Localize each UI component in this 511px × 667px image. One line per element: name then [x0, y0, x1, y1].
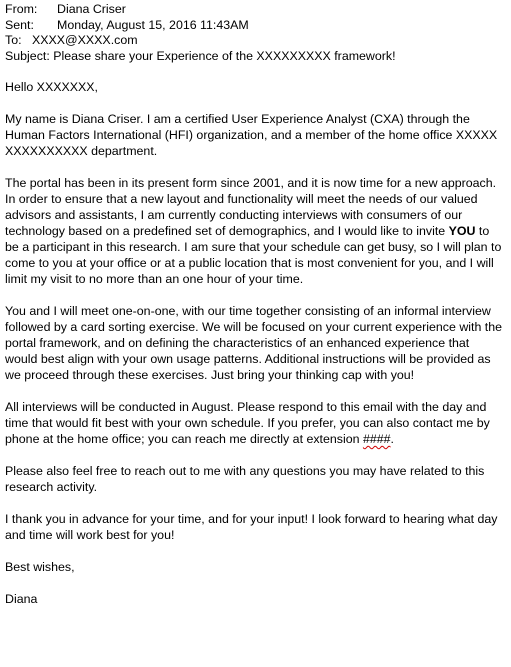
- paragraph-schedule: [5, 399, 505, 447]
- to-label: To:: [5, 33, 22, 47]
- sent-row: [5, 18, 511, 34]
- paragraph-thanks: I thank you in advance for your time, and for your input! I look forward to hearing what day and time will work best for you!: [5, 512, 498, 542]
- closing: Best wishes,: [5, 560, 75, 574]
- paragraph-schedule-text: All interviews will be conducted in August. Please respond to this email with the day and time that would fit best with your own schedule. If you prefer, you can also contact me by phone at the home office; you can reach me directly at extension: [5, 400, 490, 446]
- paragraph-portal-text-end: to be a participant in this research. I am sure that your schedule can get busy, so I will plan to come to you at your office or at a public location that is most convenient for you, and I will limit my visit to no more than an one hour of your time.: [5, 224, 502, 286]
- subject-label: Subject:: [5, 48, 50, 63]
- signature: Diana: [5, 592, 38, 606]
- paragraph-portal: [5, 175, 505, 287]
- extension-number: ####: [362, 432, 391, 446]
- from-value: Diana Criser: [57, 2, 126, 16]
- greeting: Hello XXXXXXX,: [5, 80, 98, 94]
- paragraph-schedule-end: .: [390, 432, 394, 446]
- from-row: [5, 2, 511, 18]
- paragraph-portal-emphasis: YOU: [448, 224, 476, 238]
- to-row: [5, 33, 511, 49]
- subject-row: [5, 49, 511, 65]
- sent-value: Monday, August 15, 2016 11:43AM: [57, 17, 249, 32]
- subject-value: Please share your Experience of the XXXXXXXXX framework!: [53, 48, 396, 63]
- paragraph-questions: Please also feel free to reach out to me with any questions you may have related to this research activity.: [5, 464, 485, 494]
- to-value: XXXX@XXXX.com: [32, 33, 138, 47]
- paragraph-portal-text-start: The portal has been in its present form since 2001, and it is now time for a new approach. In order to ensure that a new layout and functionality will meet the needs of our valued advisors and assistants, I am currently conducting interviews with consumers of our technology based on a predefined set of demographics, and I would like to invite: [5, 176, 497, 238]
- paragraph-meeting: You and I will meet one-on-one, with our time together consisting of an informal interview followed by a card sorting exercise. We will be focused on your current experience with the portal framework, and on defining the characteristics of an enhanced experience that would best align with your own usage patterns. Additional instructions will be provided as we proceed through these exercises. Just bring your thinking cap with you!: [5, 304, 503, 382]
- sent-label: Sent:: [5, 17, 34, 32]
- email-headers: [5, 2, 511, 64]
- paragraph-intro: My name is Diana Criser. I am a certified User Experience Analyst (CXA) through the Human Factors International (HFI) organization, and a member of the home office XXXXX XXXXXXXXXX department.: [5, 112, 498, 158]
- from-label: From:: [5, 2, 38, 16]
